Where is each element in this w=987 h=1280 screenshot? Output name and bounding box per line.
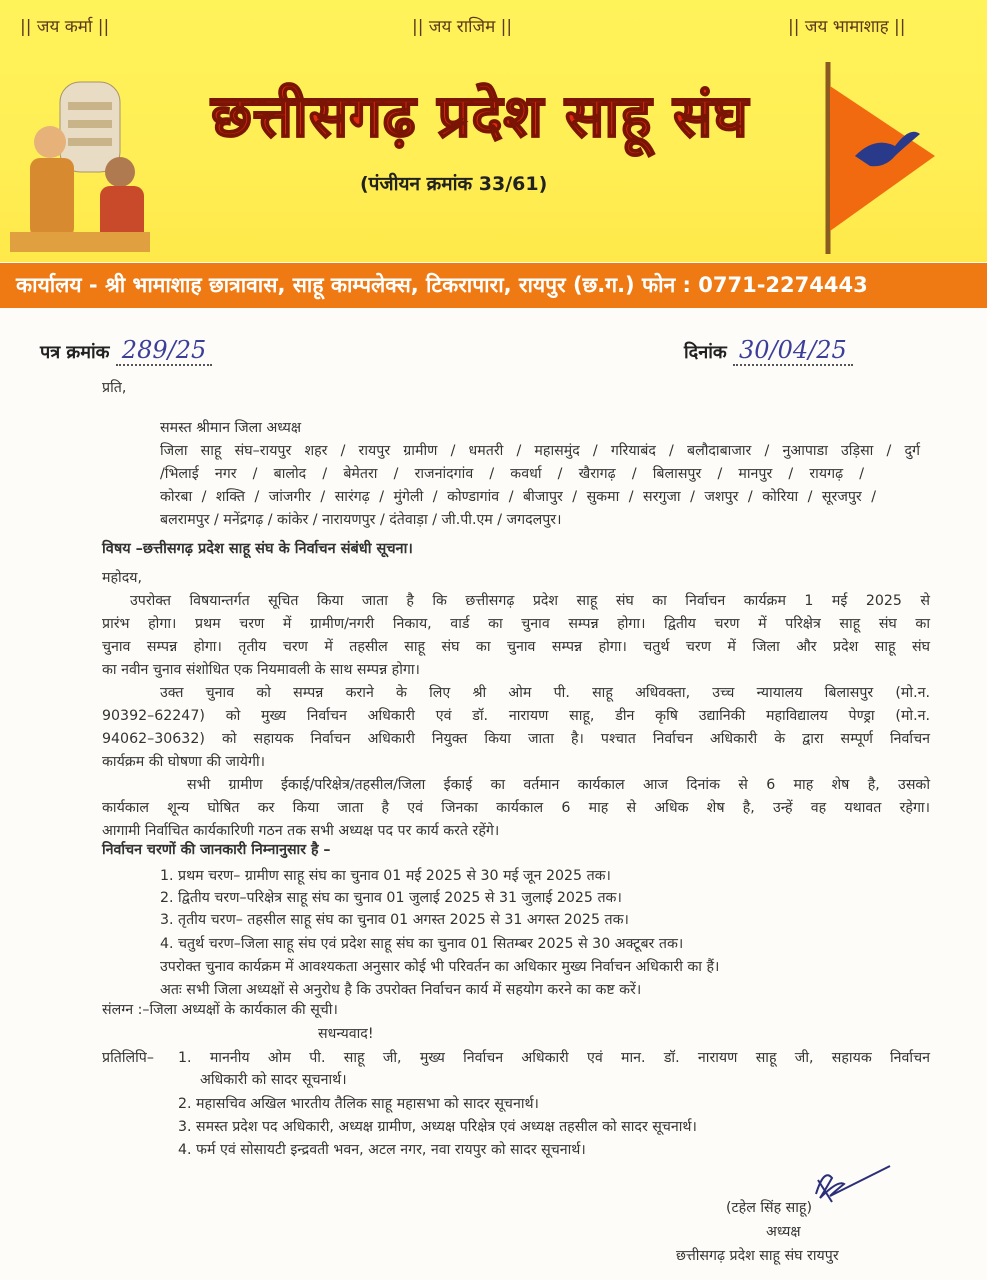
paragraph-line: चुनाव सम्पन्न होगा। तृतीय चरण में तहसील साहू संघ का चुनाव सम्पन्न होगा। चतुर्थ चरण में जिला और प्रदेश साहू संघ	[102, 639, 930, 655]
recipient-districts-line: जिला साहू संघ–रायपुर शहर / रायपुर ग्रामीण / धमतरी / महासमुंद / गरियाबंद / बलौदाबाजार / नुआपाडा उड़िसा / दुर्ग	[160, 443, 920, 459]
copy-label: प्रतिलिपि–	[102, 1050, 154, 1066]
recipient-districts-line: /भिलाई नगर / बालोद / बेमेतरा / राजनांदगांव / कवर्धा / खैरागढ़ / बिलासपुर / मानपुर / रायगढ़ /	[160, 466, 864, 482]
letter-date	[684, 336, 853, 364]
registration-number: (पंजीयन क्रमांक 33/61)	[360, 173, 548, 195]
enclosure-line: संलग्न :–जिला अध्यक्षों के कार्यकाल की सूची।	[102, 1002, 338, 1018]
org-title: छत्तीसगढ़ प्रदेश साहू संघ	[211, 82, 749, 150]
paragraph-line: प्रारंभ होगा। प्रथम चरण में ग्रामीण/नगरी निकाय, वार्ड का चुनाव सम्पन्न होगा। द्वितीय चरण में परिक्षेत्र साहू संघ का	[102, 616, 930, 632]
to-label: प्रति,	[102, 380, 127, 396]
slogan-center: || जय राजिम ||	[412, 17, 513, 37]
office-address-bar: कार्यालय - श्री भामाशाह छात्रावास, साहू काम्पलेक्स, टिकरापारा, रायपुर (छ.ग.) फोन : 0771-2274443	[0, 263, 987, 308]
saffron-flag-icon	[800, 56, 940, 256]
signatory-organization: छत्तीसगढ़ प्रदेश साहू संघ रायपुर	[676, 1248, 839, 1264]
recipient-districts-line: कोरबा / शक्ति / जांजगीर / सारंगढ़ / मुंगेली / कोण्डागांव / बीजापुर / सुकमा / सरगुजा / जशपुर / कोरिया / सूरजपुर /	[160, 489, 876, 505]
letter-date-value: 30/04/25	[733, 336, 853, 366]
copy-item: 3. समस्त प्रदेश पद अधिकारी, अध्यक्ष ग्रामीण, अध्यक्ष परिक्षेत्र एवं अध्यक्ष तहसील को सादर सूचनार्थ।	[178, 1119, 697, 1135]
note-line: अतः सभी जिला अध्यक्षों से अनुरोध है कि उपरोक्त निर्वाचन कार्य में सहयोग करने का कष्ट करें।	[160, 982, 642, 998]
letter-number	[40, 336, 212, 364]
note-line: उपरोक्त चुनाव कार्यक्रम में आवश्यकता अनुसार कोई भी परिवर्तन का अधिकार मुख्य निर्वाचन अधिकारी का हैं।	[160, 959, 720, 975]
paragraph-line: उक्त चुनाव को सम्पन्न कराने के लिए श्री ओम पी. साहू अधिवक्ता, उच्च न्यायालय बिलासपुर (मो.न.	[160, 685, 930, 701]
subject-line: विषय –छत्तीसगढ़ प्रदेश साहू संघ के निर्वाचन संबंधी सूचना।	[102, 541, 413, 557]
letter-date-label: दिनांक	[684, 342, 727, 363]
letter-number-label: पत्र क्रमांक	[40, 342, 110, 363]
copy-item: 4. फर्म एवं सोसायटी इन्द्रवती भवन, अटल नगर, नवा रायपुर को सादर सूचनार्थ।	[178, 1142, 586, 1158]
paragraph-line: कार्यकाल शून्य घोषित कर किया जाता है एवं जिनका कार्यकाल 6 माह से अधिक शेष है, उन्हें वह यथावत रहेगा।	[102, 800, 930, 816]
signatory-designation: अध्यक्ष	[766, 1224, 801, 1240]
thanks-line: सधन्यवाद!	[318, 1026, 374, 1042]
paragraph-line: 94062–30632) को सहायक निर्वाचन अधिकारी नियुक्त किया जाता है। पश्चात निर्वाचन अधिकारी के द्वारा सम्पूर्ण निर्वाचन	[102, 731, 930, 747]
copy-item: अधिकारी को सादर सूचनार्थ।	[200, 1072, 347, 1088]
paragraph-line: कार्यक्रम की घोषणा की जायेगी।	[102, 754, 266, 770]
phases-heading: निर्वाचन चरणों की जानकारी निम्नानुसार है –	[102, 842, 331, 858]
paragraph-line: 90392–62247) को मुख्य निर्वाचन अधिकारी एवं डॉ. नारायण साहू, डीन कृषि उद्यानिकी महाविद्यालय पेण्ड्रा (मो.न.	[102, 708, 930, 724]
slogan-left: || जय कर्मा ||	[20, 17, 110, 37]
recipient-districts-line: बलरामपुर / मनेंद्रगढ़ / कांकेर / नारायणपुर / दंतेवाड़ा / जी.पी.एम / जगदलपुर।	[160, 512, 562, 528]
copy-item: 2. महासचिव अखिल भारतीय तैलिक साहू महासभा को सादर सूचनार्थ।	[178, 1096, 539, 1112]
signatory-name: (टहेल सिंह साहू)	[726, 1200, 812, 1216]
phase-item: 3. तृतीय चरण– तहसील साहू संघ का चुनाव 01 अगस्त 2025 से 31 अगस्त 2025 तक।	[160, 912, 629, 928]
letterhead	[0, 0, 987, 262]
salutation: महोदय,	[102, 570, 142, 586]
recipient-title: समस्त श्रीमान जिला अध्यक्ष	[160, 420, 302, 436]
phase-item: 2. द्वितीय चरण–परिक्षेत्र साहू संघ का चुनाव 01 जुलाई 2025 से 31 जुलाई 2025 तक।	[160, 890, 622, 906]
phase-item: 4. चतुर्थ चरण–जिला साहू संघ एवं प्रदेश साहू संघ का चुनाव 01 सितम्बर 2025 से 30 अक्टूबर तक।	[160, 936, 684, 952]
letter-number-value: 289/25	[116, 336, 212, 366]
paragraph-line: सभी ग्रामीण ईकाई/परिक्षेत्र/तहसील/जिला ईकाई का वर्तमान कार्यकाल आज दिनांक से 6 माह शेष है, उसको	[187, 777, 930, 793]
slogan-right: || जय भामाशाह ||	[788, 17, 906, 37]
paragraph-line: उपरोक्त विषयान्तर्गत सूचित किया जाता है कि छत्तीसगढ़ प्रदेश साहू संघ का निर्वाचन कार्यक्रम 1 मई 2025 से	[130, 593, 930, 609]
phase-item: 1. प्रथम चरण– ग्रामीण साहू संघ का चुनाव 01 मई 2025 से 30 मई जून 2025 तक।	[160, 868, 611, 884]
deity-illustration-icon	[10, 72, 150, 252]
paragraph-line: का नवीन चुनाव संशोधित एक नियमावली के साथ सम्पन्न होगा।	[102, 662, 420, 678]
paragraph-line: आगामी निर्वाचित कार्यकारिणी गठन तक सभी अध्यक्ष पद पर कार्य करते रहेंगे।	[102, 823, 500, 839]
copy-item: 1. माननीय ओम पी. साहू जी, मुख्य निर्वाचन अधिकारी एवं मान. डॉ. नारायण साहू जी, सहायक निर्वाचन	[178, 1050, 930, 1066]
